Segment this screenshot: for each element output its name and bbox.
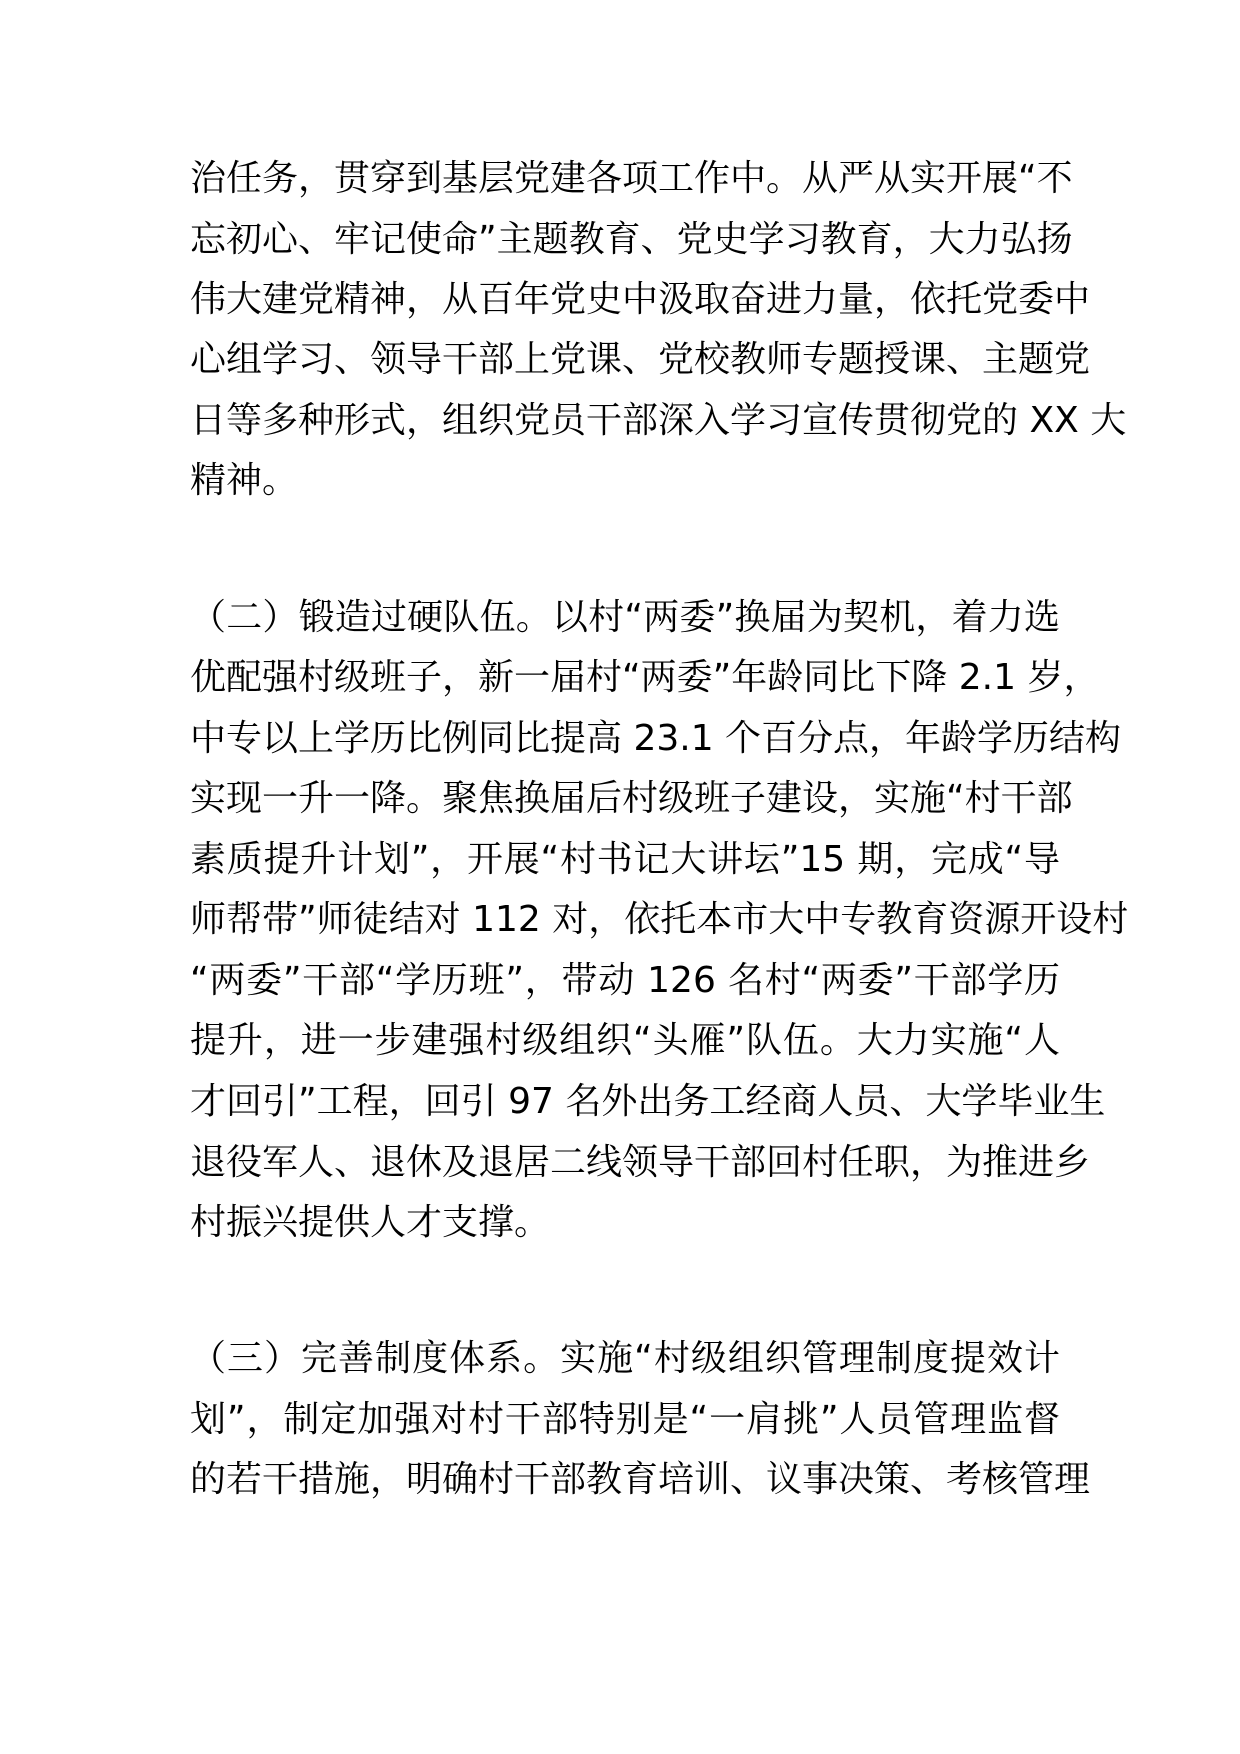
paragraph-2-line-1: （二）锻造过硬队伍。以村“两委”换届为契机，着力选 <box>190 597 1060 638</box>
paragraph-2-line-10: 退役军人、退休及退居二线领导干部回村任职，为推进乡 <box>190 1142 1091 1183</box>
paragraph-1-line-6: 精神。 <box>190 460 299 501</box>
paragraph-1-line-4: 心组学习、领导干部上党课、党校教师专题授课、主题党 <box>190 339 1091 380</box>
paragraph-3-line-1: （三）完善制度体系。实施“村级组织管理制度提效计 <box>190 1338 1060 1379</box>
paragraph-2-line-9: 才回引”工程，回引 97 名外出务工经商人员、大学毕业生 <box>190 1081 1106 1122</box>
paragraph-1-line-5: 日等多种形式，组织党员干部深入学习宣传贯彻党的 XX 大 <box>190 400 1127 441</box>
paragraph-3-line-3: 的若干措施，明确村干部教育培训、议事决策、考核管理 <box>190 1459 1091 1500</box>
paragraph-2-line-6: 师帮带”师徒结对 112 对，依托本市大中专教育资源开设村 <box>190 899 1129 940</box>
paragraph-2-line-2: 优配强村级班子，新一届村“两委”年龄同比下降 2.1 岁， <box>190 657 1100 698</box>
paragraph-1-line-2: 忘初心、牢记使命”主题教育、党史学习教育，大力弘扬 <box>190 219 1073 260</box>
paragraph-1-line-3: 伟大建党精神，从百年党史中汲取奋进力量，依托党委中 <box>190 279 1091 320</box>
paragraph-3-line-2: 划”，制定加强对村干部特别是“一肩挑”人员管理监督 <box>190 1399 1060 1440</box>
paragraph-2-line-8: 提升，进一步建强村级组织“头雁”队伍。大力实施“人 <box>190 1020 1060 1061</box>
paragraph-2-line-4: 实现一升一降。聚焦换届后村级班子建设，实施“村干部 <box>190 778 1073 819</box>
paragraph-2-line-5: 素质提升计划”，开展“村书记大讲坛”15 期，完成“导 <box>190 839 1060 880</box>
paragraph-2-line-7: “两委”干部“学历班”，带动 126 名村“两委”干部学历 <box>190 960 1060 1001</box>
paragraph-2-line-11: 村振兴提供人才支撑。 <box>190 1202 551 1243</box>
paragraph-2-line-3: 中专以上学历比例同比提高 23.1 个百分点，年龄学历结构 <box>190 718 1122 759</box>
paragraph-1-line-1: 治任务，贯穿到基层党建各项工作中。从严从实开展“不 <box>190 158 1073 199</box>
